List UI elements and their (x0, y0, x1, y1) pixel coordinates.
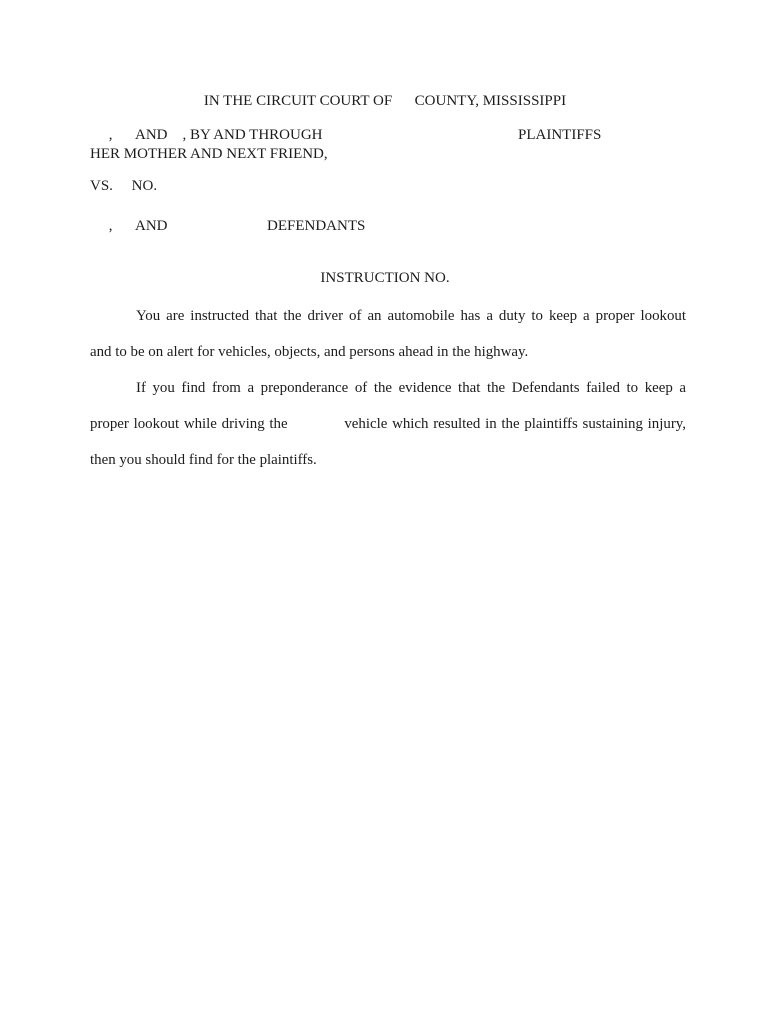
defendant-names-row (90, 217, 686, 236)
vs-case-number-line: VS. NO. (90, 178, 158, 194)
guardian-line: HER MOTHER AND NEXT FRIEND, (90, 146, 328, 162)
defendant-caption-block (90, 217, 686, 236)
paragraph1-line1: You are instructed that the driver of an automobile has a duty to keep a proper lookout (136, 308, 686, 324)
paragraph2-line2: proper lookout while driving the vehicle which resulted in the plaintiffs sustaining injury, (90, 416, 686, 432)
defendants-label: DEFENDANTS (267, 218, 366, 234)
paragraph2-line1: If you find from a preponderance of the evidence that the Defendants failed to keep a (136, 380, 686, 396)
plaintiff-caption-block (90, 126, 686, 164)
plaintiff-names-line: , AND , BY AND THROUGH (90, 127, 323, 143)
court-header: IN THE CIRCUIT COURT OF COUNTY, MISSISSIPPI (203, 93, 567, 109)
instruction-body (90, 298, 686, 478)
plaintiffs-label: PLAINTIFFS (518, 127, 602, 143)
defendant-names-line: , AND (90, 218, 168, 234)
paragraph1-line2: and to be on alert for vehicles, objects, and persons ahead in the highway. (90, 344, 529, 360)
instruction-title: INSTRUCTION NO. (320, 270, 450, 286)
paragraph2-line3: then you should find for the plaintiffs. (90, 452, 317, 468)
plaintiff-names-row (90, 126, 686, 145)
